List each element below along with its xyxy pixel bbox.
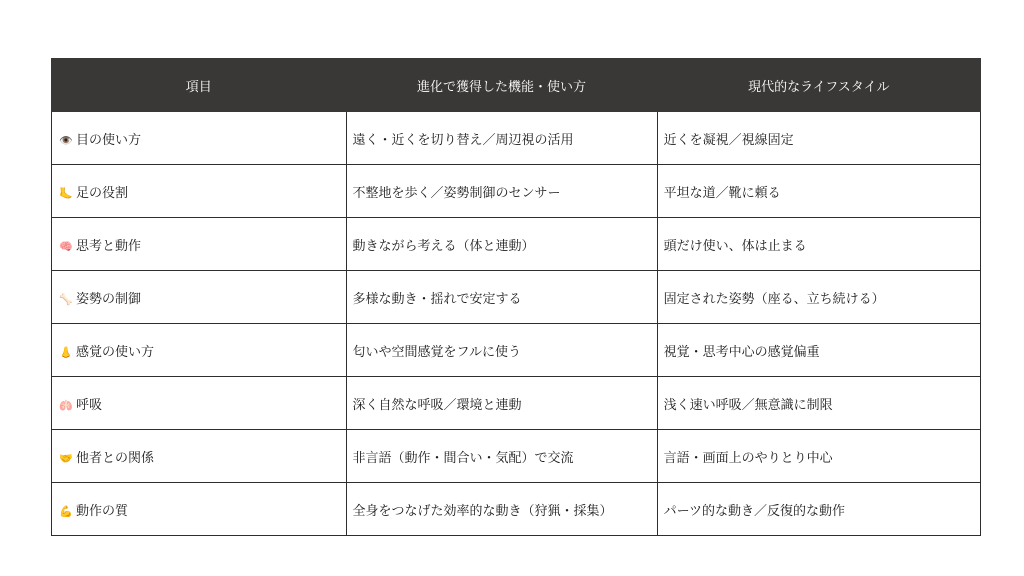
cell-item	[52, 377, 347, 430]
cell-modern: 近くを凝視／視線固定	[657, 112, 980, 165]
cell-evolved: 遠く・近くを切り替え／周辺視の活用	[346, 112, 657, 165]
item-label: 足の役割	[76, 185, 129, 201]
item-label: 感覚の使い方	[76, 344, 155, 360]
table-row	[52, 165, 981, 218]
item-label: 思考と動作	[76, 238, 142, 254]
item-label: 姿勢の制御	[76, 291, 142, 307]
flexed-arm-icon: 💪	[59, 504, 73, 518]
cell-evolved: 動きながら考える（体と連動）	[346, 218, 657, 271]
cell-modern: 頭だけ使い、体は止まる	[657, 218, 980, 271]
header-modern: 現代的なライフスタイル	[657, 59, 980, 112]
cell-item	[52, 483, 347, 536]
cell-item	[52, 430, 347, 483]
cell-item	[52, 324, 347, 377]
item-label: 動作の質	[76, 503, 129, 519]
cell-evolved: 不整地を歩く／姿勢制御のセンサー	[346, 165, 657, 218]
header-evolved: 進化で獲得した機能・使い方	[346, 59, 657, 112]
cell-evolved: 非言語（動作・間合い・気配）で交流	[346, 430, 657, 483]
cell-item	[52, 112, 347, 165]
cell-evolved: 全身をつなげた効率的な動き（狩猟・採集）	[346, 483, 657, 536]
table-row	[52, 483, 981, 536]
cell-modern: 言語・画面上のやりとり中心	[657, 430, 980, 483]
item-label: 他者との関係	[76, 450, 155, 466]
cell-modern: 浅く速い呼吸／無意識に制限	[657, 377, 980, 430]
cell-modern: パーツ的な動き／反復的な動作	[657, 483, 980, 536]
cell-evolved: 深く自然な呼吸／環境と連動	[346, 377, 657, 430]
brain-icon: 🧠	[59, 239, 73, 253]
cell-item	[52, 165, 347, 218]
table-row	[52, 112, 981, 165]
table-row	[52, 271, 981, 324]
table-row	[52, 430, 981, 483]
table-row	[52, 324, 981, 377]
cell-evolved: 多様な動き・揺れで安定する	[346, 271, 657, 324]
table-row	[52, 377, 981, 430]
cell-modern: 固定された姿勢（座る、立ち続ける）	[657, 271, 980, 324]
lungs-icon: 🫁	[59, 398, 73, 412]
cell-modern: 平坦な道／靴に頼る	[657, 165, 980, 218]
cell-evolved: 匂いや空間感覚をフルに使う	[346, 324, 657, 377]
table-header-row	[52, 59, 981, 112]
table-row	[52, 218, 981, 271]
item-label: 目の使い方	[76, 132, 142, 148]
header-item: 項目	[52, 59, 347, 112]
item-label: 呼吸	[76, 397, 103, 413]
table-body	[52, 112, 981, 536]
eye-icon: 👁️	[59, 133, 73, 147]
foot-icon: 🦶	[59, 186, 73, 200]
handshake-icon: 🤝	[59, 451, 73, 465]
cell-item	[52, 271, 347, 324]
nose-icon: 👃	[59, 345, 73, 359]
comparison-table	[51, 58, 981, 536]
cell-item	[52, 218, 347, 271]
bone-icon: 🦴	[59, 292, 73, 306]
cell-modern: 視覚・思考中心の感覚偏重	[657, 324, 980, 377]
